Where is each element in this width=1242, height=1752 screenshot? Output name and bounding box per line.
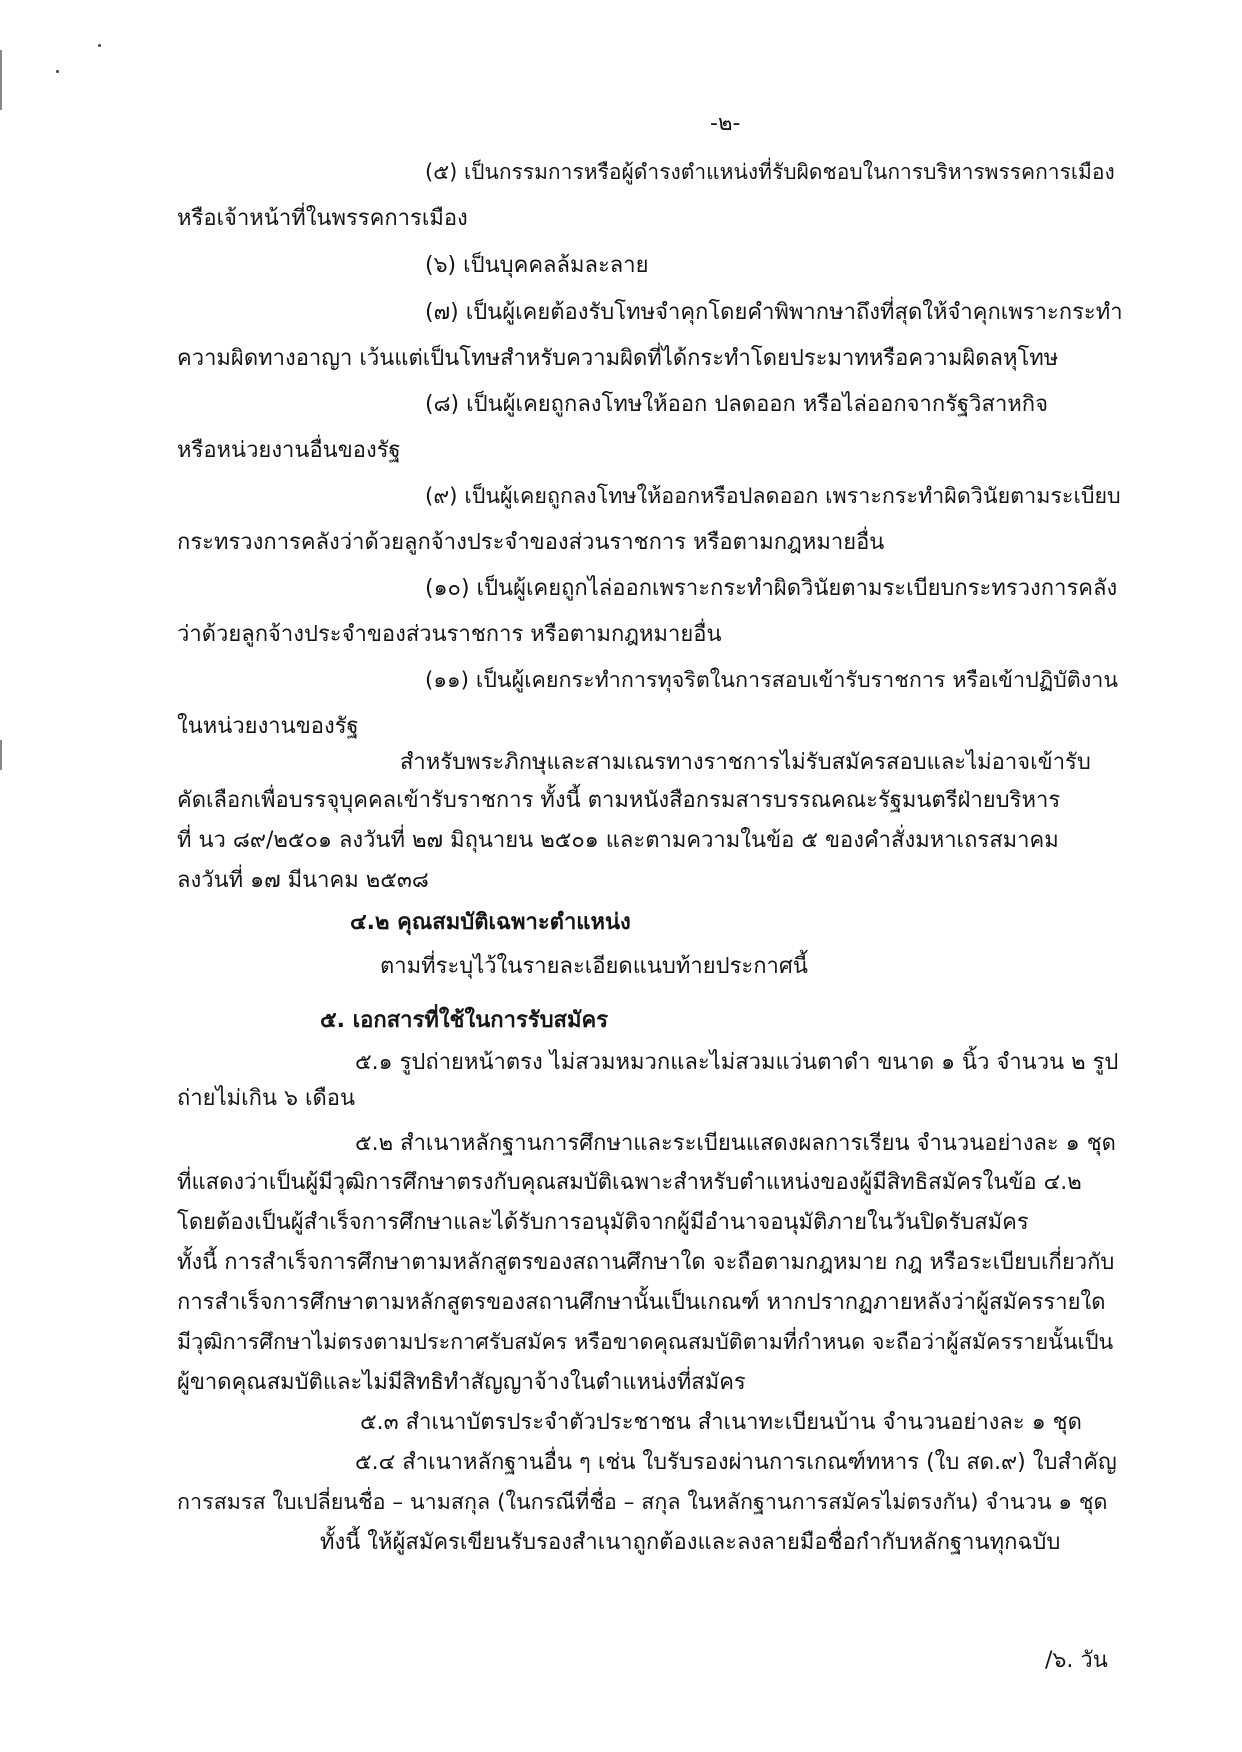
scan-speck [98,44,101,47]
text-line-8: (๙) เป็นผู้เคยถูกลงโทษให้ออกหรือปลดออก เพราะกระทำผิดวินัยตามระเบียบ [425,484,1121,509]
text-line-10: (๑๐) เป็นผู้เคยถูกไล่ออกเพราะกระทำผิดวินัยตามระเบียบกระทรวงการคลัง [425,576,1118,601]
text-line-2: หรือเจ้าหน้าที่ในพรรคการเมือง [177,206,468,231]
text-line-23: ๕.๒ สำเนาหลักฐานการศึกษาและระเบียนแสดงผลการเรียน จำนวนอย่างละ ๑ ชุด [355,1131,1116,1156]
text-line-7: หรือหน่วยงานอื่นของรัฐ [177,438,401,463]
text-line-1: (๕) เป็นกรรมการหรือผู้ดำรงตำแหน่งที่รับผิดชอบในการบริหารพรรคการเมือง [425,160,1115,184]
scan-edge-mark [0,50,2,110]
text-line-15: คัดเลือกเพื่อบรรจุบุคคลเข้ารับราชการ ทั้งนี้ ตามหนังสือกรมสารบรรณคณะรัฐมนตรีฝ่ายบริหาร [177,788,1061,813]
text-line-30: ๕.๓ สำเนาบัตรประจำตัวประชาชน สำเนาทะเบียนบ้าน จำนวนอย่างละ ๑ ชุด [360,1410,1082,1435]
text-line-9: กระทรวงการคลังว่าด้วยลูกจ้างประจำของส่วนราชการ หรือตามกฎหมายอื่น [177,530,885,555]
text-line-32: การสมรส ใบเปลี่ยนชื่อ – นามสกุล (ในกรณีที่ชื่อ – สกุล ในหลักฐานการสมัครไม่ตรงกัน) จำนวน ๑ ชุด [177,1490,1108,1515]
scan-speck [56,70,59,73]
continuation-marker: /๖. วัน [1045,1648,1108,1673]
text-line-5: ความผิดทางอาญา เว้นแต่เป็นโทษสำหรับความผิดที่ได้กระทำโดยประมาทหรือความผิดลหุโทษ [177,346,1059,371]
page-number: -๒- [710,111,741,136]
text-line-6: (๘) เป็นผู้เคยถูกลงโทษให้ออก ปลดออก หรือไล่ออกจากรัฐวิสาหกิจ [425,392,1049,417]
scan-edge-mark [0,740,2,770]
text-line-25: โดยต้องเป็นผู้สำเร็จการศึกษาและได้รับการอนุมัติจากผู้มีอำนาจอนุมัติภายในวันปิดรับสมัคร [177,1210,1029,1235]
text-line-17: ลงวันที่ ๑๗ มีนาคม ๒๕๓๘ [177,868,429,893]
text-line-28: มีวุฒิการศึกษาไม่ตรงตามประกาศรับสมัคร หรือขาดคุณสมบัติตามที่กำหนด จะถือว่าผู้สมัครรายนั้นเป็น [177,1330,1114,1355]
text-line-19: ตามที่ระบุไว้ในรายละเอียดแนบท้ายประกาศนี้ [380,954,808,979]
text-line-21: ๕.๑ รูปถ่ายหน้าตรง ไม่สวมหมวกและไม่สวมแว่นตาดำ ขนาด ๑ นิ้ว จำนวน ๒ รูป [355,1050,1119,1075]
text-line-11: ว่าด้วยลูกจ้างประจำของส่วนราชการ หรือตามกฎหมายอื่น [177,622,722,647]
section-heading-4-2: ๔.๒ คุณสมบัติเฉพาะตำแหน่ง [350,910,631,935]
text-line-24: ที่แสดงว่าเป็นผู้มีวุฒิการศึกษาตรงกับคุณสมบัติเฉพาะสำหรับตำแหน่งของผู้มีสิทธิสมัครในข้อ ๔.๒ [177,1170,1082,1195]
text-line-3: (๖) เป็นบุคคลล้มละลาย [425,253,649,278]
text-line-13: ในหน่วยงานของรัฐ [177,714,359,739]
text-line-16: ที่ นว ๘๙/๒๕๐๑ ลงวันที่ ๒๗ มิถุนายน ๒๕๐๑ และตามความในข้อ ๕ ของคำสั่งมหาเถรสมาคม [177,828,1059,853]
text-line-33: ทั้งนี้ ให้ผู้สมัครเขียนรับรองสำเนาถูกต้องและลงลายมือชื่อกำกับหลักฐานทุกฉบับ [320,1530,1061,1555]
text-line-26: ทั้งนี้ การสำเร็จการศึกษาตามหลักสูตรของสถานศึกษาใด จะถือตามกฎหมาย กฎ หรือระเบียบเกี่ยวกับ [177,1250,1115,1275]
text-line-29: ผู้ขาดคุณสมบัติและไม่มีสิทธิทำสัญญาจ้างในตำแหน่งที่สมัคร [177,1370,746,1395]
text-line-14: สำหรับพระภิกษุและสามเณรทางราชการไม่รับสมัครสอบและไม่อาจเข้ารับ [400,750,1091,775]
text-line-22: ถ่ายไม่เกิน ๖ เดือน [177,1086,356,1111]
section-heading-5: ๕. เอกสารที่ใช้ในการรับสมัคร [320,1008,609,1033]
text-line-12: (๑๑) เป็นผู้เคยกระทำการทุจริตในการสอบเข้ารับราชการ หรือเข้าปฏิบัติงาน [425,668,1119,693]
text-line-27: การสำเร็จการศึกษาตามหลักสูตรของสถานศึกษานั้นเป็นเกณฑ์ หากปรากฏภายหลังว่าผู้สมัครรายใด [177,1290,1106,1315]
text-line-31: ๕.๔ สำเนาหลักฐานอื่น ๆ เช่น ใบรับรองผ่านการเกณฑ์ทหาร (ใบ สด.๙) ใบสำคัญ [355,1450,1117,1475]
text-line-4: (๗) เป็นผู้เคยต้องรับโทษจำคุกโดยคำพิพากษาถึงที่สุดให้จำคุกเพราะกระทำ [425,300,1123,325]
